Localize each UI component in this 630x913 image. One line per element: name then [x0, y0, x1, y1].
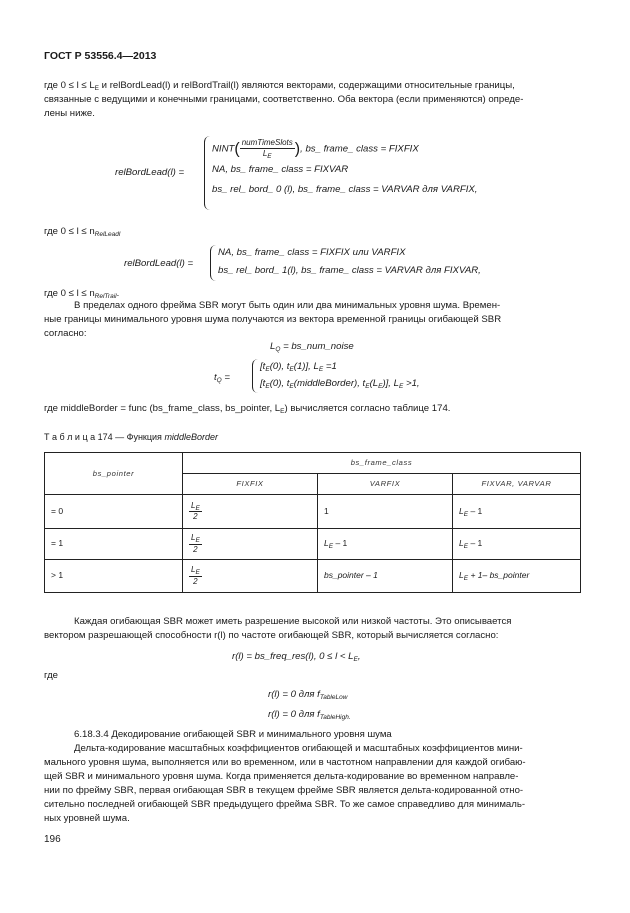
where-2: где $0 \le l \le n_{RelTrail}$.: [44, 288, 120, 300]
table-cell-fixvar-varvar: $L_E - 1$: [453, 529, 581, 560]
para1-line-2: ные границы минимального уровня шума получаются из вектора временной границы огибающей SBR: [44, 314, 502, 325]
table-cell-fixvar-varvar: $L_E + 1-$ bs_pointer: [453, 560, 581, 593]
para3-line-3: щей SBR и минимального уровня шума. Когда применяется дельта-кодирование во временном направле-: [44, 771, 519, 782]
intro-line-2: связанные с ведущими и конечными границами, соответственно. Оба вектора (если применяются) опреде-: [44, 94, 524, 105]
eq4-lhs: $t_Q$ =: [214, 372, 231, 384]
table-head-class: bs_frame_class: [183, 453, 581, 474]
para3-line-6: ных уровней шума.: [44, 813, 130, 824]
eq1-case1: NINT( $\frac{\text{numTimeSlots}}{L_E}$ ), bs_ frame_ class = FIXFIX: [212, 138, 419, 161]
page-number: 196: [44, 834, 61, 845]
eq4-brace: [252, 359, 259, 393]
para3-line-1: Дельта-кодирование масштабных коэффициентов огибающей и масштабных коэффициентов мини-: [74, 743, 523, 754]
table-row: [45, 529, 581, 560]
table-cell-pointer: = 0: [45, 495, 183, 529]
eq4-case1: [$t_E(0)$, $t_E(1)$], $L_E =1$: [260, 361, 337, 373]
table-cell-varfix: $L_E - 1$: [318, 529, 453, 560]
eq2-lhs: relBordLead(l) =: [124, 258, 194, 269]
document-header: ГОСТ Р 53556.4—2013: [44, 50, 157, 62]
table-head-pointer: bs_pointer: [45, 453, 183, 495]
table-cell-pointer: = 1: [45, 529, 183, 560]
eq5: r(l) = bs_freq_res(l), $0 \le l < L_E$,: [232, 651, 361, 663]
eq6: r(l) = 0 для $f_{TableLow}$: [268, 689, 348, 701]
section-heading: 6.18.3.4 Декодирование огибающей SBR и минимального уровня шума: [74, 729, 392, 740]
table-cell-fixfix: $\frac{L_E}{2}$: [183, 560, 318, 593]
para2-line-2: вектором разрешающей способности r(l) по частоте огибающей SBR, который вычисляется согласно:: [44, 630, 499, 641]
table-cell-fixfix: $\frac{L_E}{2}$: [183, 495, 318, 529]
table-cell-varfix: 1: [318, 495, 453, 529]
eq1-case3: bs_ rel_ bord_ 0 (l), bs_ frame_ class = VARVAR для VARFIX,: [212, 184, 478, 195]
table-cell-fixfix: $\frac{L_E}{2}$: [183, 529, 318, 560]
table-caption: Т а б л и ц а 174 — Функция middleBorder: [44, 432, 218, 442]
eq2-brace: [210, 245, 217, 281]
para2-line-1: Каждая огибающая SBR может иметь разрешение высокой или низкой частоты. Это описывается: [74, 616, 512, 627]
para3-line-4: нии по фрейму SBR, первая огибающая SBR в текущем фрейме SBR является дельта-кодированной отно-: [44, 785, 524, 796]
table-cell-varfix: bs_pointer – 1: [318, 560, 453, 593]
table-col-fixvar-varvar: FIXVAR, VARVAR: [453, 474, 581, 495]
para3-line-5: сительно последней огибающей SBR предыдущего фрейма SBR. То же самое справедливо для минималь-: [44, 799, 526, 810]
table-col-varfix: VARFIX: [318, 474, 453, 495]
eq4-case2: [$t_E(0)$, $t_E(middleBorder)$, $t_E(L_E)$], $L_E >1$,: [260, 378, 420, 390]
intro-line-3: лены ниже.: [44, 108, 95, 119]
para1-line-1: В пределах одного фрейма SBR могут быть один или два минимальных уровня шума. Времен-: [74, 300, 501, 311]
where-3: где: [44, 670, 59, 681]
where-1: где $0 \le l \le n_{RelLeadl}$: [44, 226, 121, 238]
eq7: r(l) = 0 для $f_{TableHigh.}$: [268, 709, 351, 721]
intro-line-1: где $0 \le l \le L_E$ и relBordLead(l) и relBordTrail(l) являются векторами, содержащими относительные границы,: [44, 80, 515, 92]
eq1-brace: [204, 136, 211, 210]
table-row: [45, 560, 581, 593]
table-row: [45, 495, 581, 529]
eq3: $L_Q$ = bs_num_noise: [270, 341, 354, 353]
para1-line-3: согласно:: [44, 328, 87, 339]
eq2-case1: NA, bs_ frame_ class = FIXFIX или VARFIX: [218, 247, 406, 258]
table-col-fixfix: FIXFIX: [183, 474, 318, 495]
eq1-case2: NA, bs_ frame_ class = FIXVAR: [212, 164, 349, 175]
table-cell-pointer: > 1: [45, 560, 183, 593]
table-cell-fixvar-varvar: $L_E - 1$: [453, 495, 581, 529]
eq1-lhs: relBordLead(l) =: [115, 167, 185, 178]
middle-border-table: [44, 452, 581, 593]
eq2-case2: bs_ rel_ bord_ 1(l), bs_ frame_ class = VARVAR для FIXVAR,: [218, 265, 481, 276]
para3-line-2: мального уровня шума, выполняется или во временном, или в частотном направлении для каждой огибаю-: [44, 757, 526, 768]
middle-border-text: где middleBorder = func (bs_frame_class, bs_pointer, $L_E$) вычисляется согласно таблице 174.: [44, 403, 451, 415]
